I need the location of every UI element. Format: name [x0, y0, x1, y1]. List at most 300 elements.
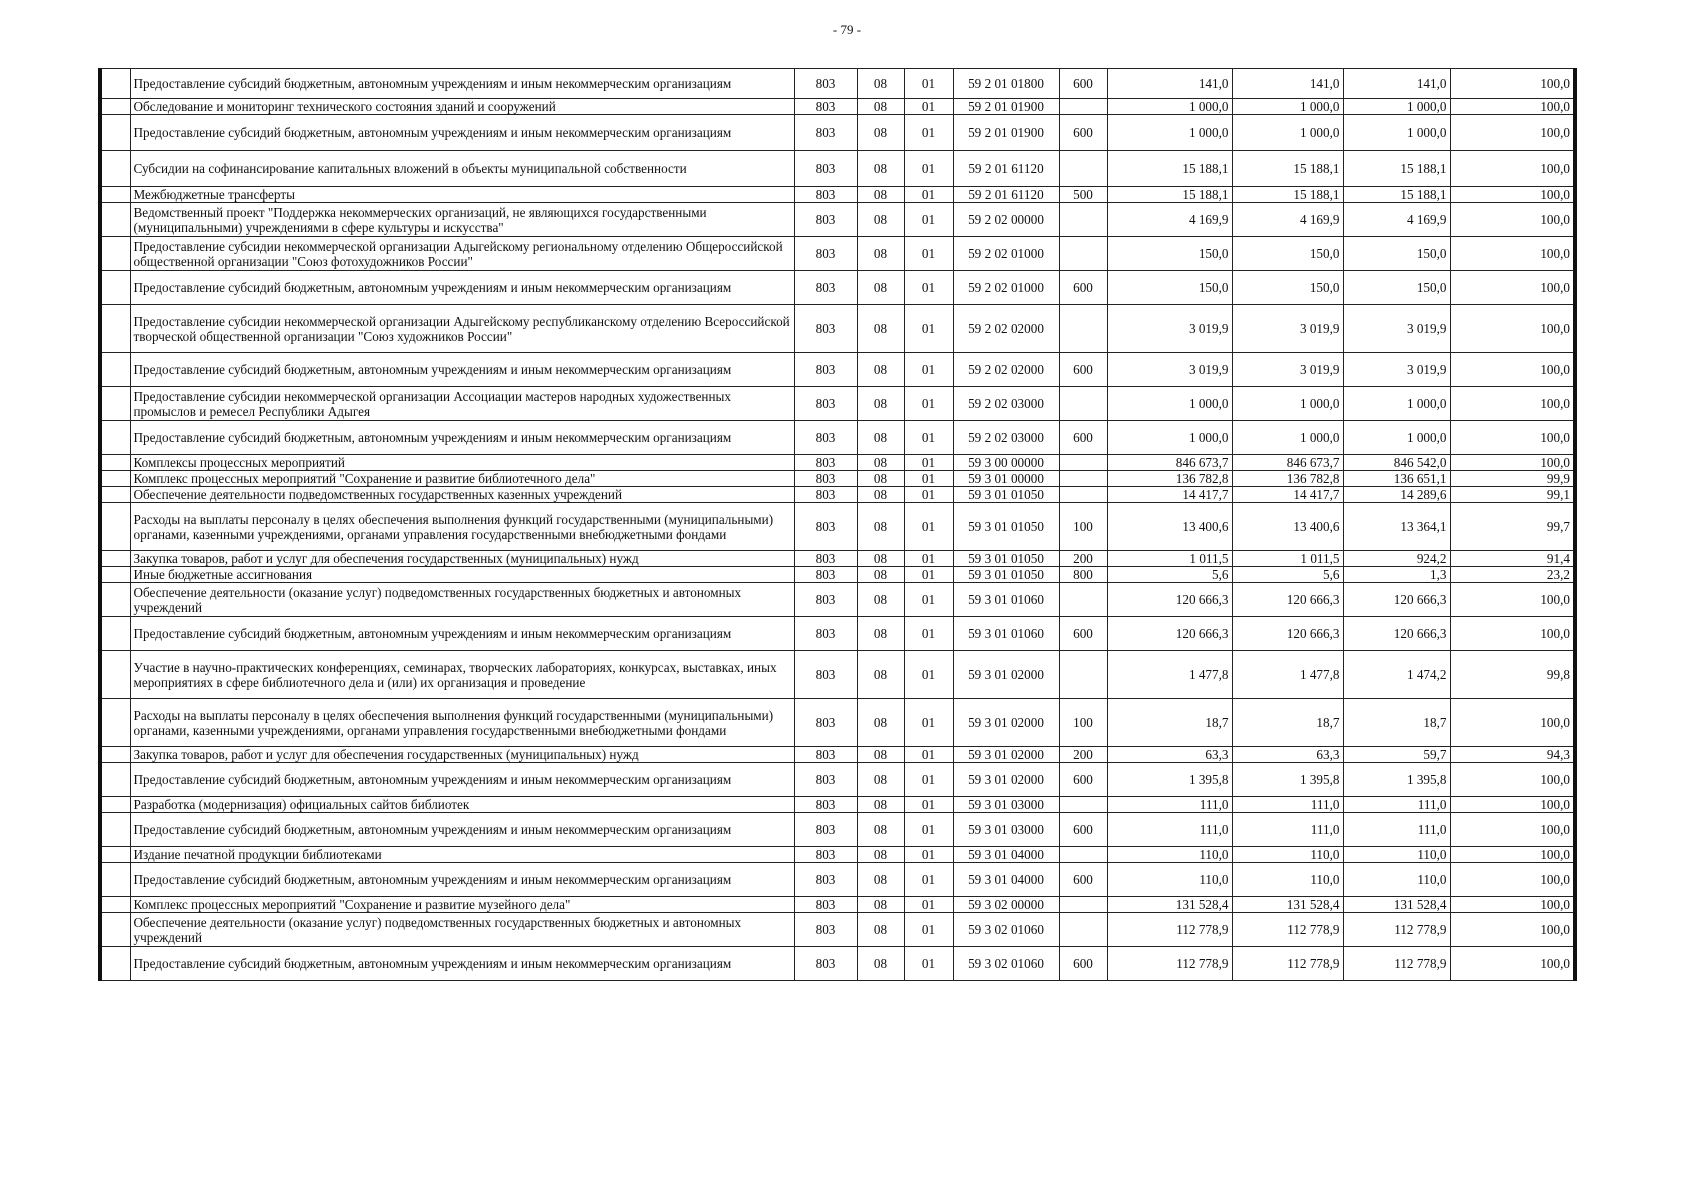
- execution-percent-cell: 100,0: [1450, 69, 1575, 99]
- refined-amount-cell: 1 477,8: [1232, 651, 1343, 699]
- subsection-code-cell: 01: [904, 913, 953, 947]
- section-code-cell: 08: [857, 617, 904, 651]
- row-margin-cell: [100, 237, 130, 271]
- subsection-code-cell: 01: [904, 487, 953, 503]
- section-code-cell: 08: [857, 503, 904, 551]
- subsection-code-cell: 01: [904, 471, 953, 487]
- table-row: [100, 387, 1575, 421]
- execution-percent-cell: 100,0: [1450, 763, 1575, 797]
- refined-amount-cell: 3 019,9: [1232, 353, 1343, 387]
- subsection-code-cell: 01: [904, 115, 953, 151]
- item-name-cell: Предоставление субсидий бюджетным, автономным учреждениям и иным некоммерческим организациям: [130, 947, 794, 981]
- execution-percent-cell: 100,0: [1450, 99, 1575, 115]
- table-row: [100, 847, 1575, 863]
- refined-amount-cell: 141,0: [1232, 69, 1343, 99]
- grbs-code-cell: 803: [794, 353, 857, 387]
- table-row: [100, 203, 1575, 237]
- expense-type-cell: [1059, 237, 1107, 271]
- refined-amount-cell: 131 528,4: [1232, 897, 1343, 913]
- refined-amount-cell: 110,0: [1232, 863, 1343, 897]
- expense-type-cell: 800: [1059, 567, 1107, 583]
- section-code-cell: 08: [857, 699, 904, 747]
- execution-percent-cell: 100,0: [1450, 455, 1575, 471]
- section-code-cell: 08: [857, 797, 904, 813]
- item-name-cell: Издание печатной продукции библиотеками: [130, 847, 794, 863]
- subsection-code-cell: 01: [904, 813, 953, 847]
- target-article-cell: 59 3 01 04000: [953, 863, 1059, 897]
- approved-amount-cell: 1 477,8: [1107, 651, 1232, 699]
- executed-amount-cell: 1 000,0: [1343, 421, 1450, 455]
- section-code-cell: 08: [857, 863, 904, 897]
- refined-amount-cell: 846 673,7: [1232, 455, 1343, 471]
- executed-amount-cell: 111,0: [1343, 813, 1450, 847]
- table-row: [100, 471, 1575, 487]
- approved-amount-cell: 150,0: [1107, 271, 1232, 305]
- subsection-code-cell: 01: [904, 353, 953, 387]
- row-margin-cell: [100, 897, 130, 913]
- approved-amount-cell: 112 778,9: [1107, 947, 1232, 981]
- item-name-cell: Предоставление субсидий бюджетным, автономным учреждениям и иным некоммерческим организациям: [130, 763, 794, 797]
- section-code-cell: 08: [857, 913, 904, 947]
- approved-amount-cell: 846 673,7: [1107, 455, 1232, 471]
- section-code-cell: 08: [857, 487, 904, 503]
- executed-amount-cell: 150,0: [1343, 271, 1450, 305]
- grbs-code-cell: 803: [794, 863, 857, 897]
- target-article-cell: 59 2 02 01000: [953, 237, 1059, 271]
- expense-type-cell: [1059, 797, 1107, 813]
- executed-amount-cell: 3 019,9: [1343, 353, 1450, 387]
- approved-amount-cell: 63,3: [1107, 747, 1232, 763]
- executed-amount-cell: 1 395,8: [1343, 763, 1450, 797]
- executed-amount-cell: 141,0: [1343, 69, 1450, 99]
- refined-amount-cell: 1 000,0: [1232, 115, 1343, 151]
- row-margin-cell: [100, 421, 130, 455]
- grbs-code-cell: 803: [794, 69, 857, 99]
- approved-amount-cell: 1 000,0: [1107, 421, 1232, 455]
- table-row: [100, 115, 1575, 151]
- row-margin-cell: [100, 763, 130, 797]
- execution-percent-cell: 100,0: [1450, 353, 1575, 387]
- item-name-cell: Предоставление субсидий бюджетным, автономным учреждениям и иным некоммерческим организациям: [130, 353, 794, 387]
- table-row: [100, 237, 1575, 271]
- item-name-cell: Обследование и мониторинг технического состояния зданий и сооружений: [130, 99, 794, 115]
- row-margin-cell: [100, 847, 130, 863]
- executed-amount-cell: 14 289,6: [1343, 487, 1450, 503]
- row-margin-cell: [100, 503, 130, 551]
- executed-amount-cell: 120 666,3: [1343, 583, 1450, 617]
- target-article-cell: 59 3 01 02000: [953, 651, 1059, 699]
- item-name-cell: Обеспечение деятельности (оказание услуг) подведомственных государственных бюджетных и автономных учреждений: [130, 913, 794, 947]
- target-article-cell: 59 2 02 02000: [953, 305, 1059, 353]
- approved-amount-cell: 112 778,9: [1107, 913, 1232, 947]
- subsection-code-cell: 01: [904, 69, 953, 99]
- expense-type-cell: 600: [1059, 69, 1107, 99]
- approved-amount-cell: 136 782,8: [1107, 471, 1232, 487]
- target-article-cell: 59 3 01 01060: [953, 617, 1059, 651]
- grbs-code-cell: 803: [794, 421, 857, 455]
- subsection-code-cell: 01: [904, 797, 953, 813]
- approved-amount-cell: 131 528,4: [1107, 897, 1232, 913]
- item-name-cell: Предоставление субсидий бюджетным, автономным учреждениям и иным некоммерческим организациям: [130, 863, 794, 897]
- subsection-code-cell: 01: [904, 863, 953, 897]
- executed-amount-cell: 111,0: [1343, 797, 1450, 813]
- expense-type-cell: [1059, 471, 1107, 487]
- refined-amount-cell: 1 000,0: [1232, 387, 1343, 421]
- table-row: [100, 699, 1575, 747]
- table-row: [100, 421, 1575, 455]
- item-name-cell: Расходы на выплаты персоналу в целях обеспечения выполнения функций государственными (муниципальными) органами, казенными учреждениями, органами управления государственными внебюджетными фондами: [130, 699, 794, 747]
- table-row: [100, 813, 1575, 847]
- table-row: [100, 305, 1575, 353]
- row-margin-cell: [100, 187, 130, 203]
- subsection-code-cell: 01: [904, 421, 953, 455]
- section-code-cell: 08: [857, 187, 904, 203]
- refined-amount-cell: 111,0: [1232, 797, 1343, 813]
- refined-amount-cell: 14 417,7: [1232, 487, 1343, 503]
- executed-amount-cell: 110,0: [1343, 863, 1450, 897]
- execution-percent-cell: 99,1: [1450, 487, 1575, 503]
- target-article-cell: 59 3 02 00000: [953, 897, 1059, 913]
- target-article-cell: 59 3 01 01050: [953, 487, 1059, 503]
- approved-amount-cell: 4 169,9: [1107, 203, 1232, 237]
- table-row: [100, 617, 1575, 651]
- item-name-cell: Предоставление субсидий бюджетным, автономным учреждениям и иным некоммерческим организациям: [130, 617, 794, 651]
- grbs-code-cell: 803: [794, 747, 857, 763]
- approved-amount-cell: 111,0: [1107, 797, 1232, 813]
- expense-type-cell: 500: [1059, 187, 1107, 203]
- executed-amount-cell: 112 778,9: [1343, 913, 1450, 947]
- approved-amount-cell: 1 011,5: [1107, 551, 1232, 567]
- approved-amount-cell: 150,0: [1107, 237, 1232, 271]
- target-article-cell: 59 3 01 01050: [953, 567, 1059, 583]
- section-code-cell: 08: [857, 271, 904, 305]
- section-code-cell: 08: [857, 763, 904, 797]
- execution-percent-cell: 100,0: [1450, 863, 1575, 897]
- target-article-cell: 59 3 01 02000: [953, 747, 1059, 763]
- grbs-code-cell: 803: [794, 237, 857, 271]
- grbs-code-cell: 803: [794, 551, 857, 567]
- grbs-code-cell: 803: [794, 913, 857, 947]
- grbs-code-cell: 803: [794, 471, 857, 487]
- execution-percent-cell: 100,0: [1450, 271, 1575, 305]
- table-row: [100, 897, 1575, 913]
- expense-type-cell: 600: [1059, 617, 1107, 651]
- execution-percent-cell: 91,4: [1450, 551, 1575, 567]
- execution-percent-cell: 100,0: [1450, 203, 1575, 237]
- budget-table: [98, 68, 1577, 981]
- row-margin-cell: [100, 471, 130, 487]
- refined-amount-cell: 150,0: [1232, 237, 1343, 271]
- target-article-cell: 59 2 02 01000: [953, 271, 1059, 305]
- item-name-cell: Иные бюджетные ассигнования: [130, 567, 794, 583]
- expense-type-cell: 100: [1059, 699, 1107, 747]
- table-row: [100, 69, 1575, 99]
- execution-percent-cell: 100,0: [1450, 187, 1575, 203]
- subsection-code-cell: 01: [904, 151, 953, 187]
- target-article-cell: 59 3 01 04000: [953, 847, 1059, 863]
- refined-amount-cell: 136 782,8: [1232, 471, 1343, 487]
- page-number: - 79 -: [832, 22, 862, 37]
- table-row: [100, 271, 1575, 305]
- row-margin-cell: [100, 617, 130, 651]
- target-article-cell: 59 3 01 02000: [953, 763, 1059, 797]
- target-article-cell: 59 3 01 00000: [953, 471, 1059, 487]
- grbs-code-cell: 803: [794, 797, 857, 813]
- subsection-code-cell: 01: [904, 305, 953, 353]
- executed-amount-cell: 15 188,1: [1343, 151, 1450, 187]
- refined-amount-cell: 120 666,3: [1232, 617, 1343, 651]
- row-margin-cell: [100, 69, 130, 99]
- table-body: [100, 69, 1575, 981]
- refined-amount-cell: 111,0: [1232, 813, 1343, 847]
- table-row: [100, 99, 1575, 115]
- grbs-code-cell: 803: [794, 99, 857, 115]
- subsection-code-cell: 01: [904, 237, 953, 271]
- target-article-cell: 59 3 01 02000: [953, 699, 1059, 747]
- expense-type-cell: 600: [1059, 115, 1107, 151]
- approved-amount-cell: 1 395,8: [1107, 763, 1232, 797]
- item-name-cell: Предоставление субсидии некоммерческой организации Адыгейскому республиканскому отделению Всероссийской творческой общественной организации "Союз художников России": [130, 305, 794, 353]
- subsection-code-cell: 01: [904, 271, 953, 305]
- execution-percent-cell: 23,2: [1450, 567, 1575, 583]
- refined-amount-cell: 1 395,8: [1232, 763, 1343, 797]
- subsection-code-cell: 01: [904, 387, 953, 421]
- item-name-cell: Межбюджетные трансферты: [130, 187, 794, 203]
- grbs-code-cell: 803: [794, 813, 857, 847]
- section-code-cell: 08: [857, 567, 904, 583]
- executed-amount-cell: 4 169,9: [1343, 203, 1450, 237]
- target-article-cell: 59 2 01 01800: [953, 69, 1059, 99]
- subsection-code-cell: 01: [904, 99, 953, 115]
- approved-amount-cell: 13 400,6: [1107, 503, 1232, 551]
- row-margin-cell: [100, 487, 130, 503]
- refined-amount-cell: 63,3: [1232, 747, 1343, 763]
- target-article-cell: 59 3 01 01050: [953, 503, 1059, 551]
- subsection-code-cell: 01: [904, 763, 953, 797]
- refined-amount-cell: 4 169,9: [1232, 203, 1343, 237]
- section-code-cell: 08: [857, 471, 904, 487]
- target-article-cell: 59 3 02 01060: [953, 913, 1059, 947]
- refined-amount-cell: 18,7: [1232, 699, 1343, 747]
- table-row: [100, 487, 1575, 503]
- item-name-cell: Комплексы процессных мероприятий: [130, 455, 794, 471]
- table-row: [100, 747, 1575, 763]
- executed-amount-cell: 112 778,9: [1343, 947, 1450, 981]
- item-name-cell: Предоставление субсидий бюджетным, автономным учреждениям и иным некоммерческим организациям: [130, 271, 794, 305]
- target-article-cell: 59 2 01 61120: [953, 187, 1059, 203]
- expense-type-cell: 600: [1059, 863, 1107, 897]
- table-row: [100, 353, 1575, 387]
- section-code-cell: 08: [857, 305, 904, 353]
- approved-amount-cell: 18,7: [1107, 699, 1232, 747]
- execution-percent-cell: 100,0: [1450, 583, 1575, 617]
- approved-amount-cell: 15 188,1: [1107, 187, 1232, 203]
- row-margin-cell: [100, 305, 130, 353]
- target-article-cell: 59 2 02 02000: [953, 353, 1059, 387]
- table-row: [100, 151, 1575, 187]
- row-margin-cell: [100, 203, 130, 237]
- subsection-code-cell: 01: [904, 551, 953, 567]
- execution-percent-cell: 99,8: [1450, 651, 1575, 699]
- execution-percent-cell: 100,0: [1450, 421, 1575, 455]
- item-name-cell: Субсидии на софинансирование капитальных вложений в объекты муниципальной собственности: [130, 151, 794, 187]
- section-code-cell: 08: [857, 421, 904, 455]
- grbs-code-cell: 803: [794, 455, 857, 471]
- refined-amount-cell: 1 011,5: [1232, 551, 1343, 567]
- expense-type-cell: [1059, 455, 1107, 471]
- approved-amount-cell: 120 666,3: [1107, 583, 1232, 617]
- execution-percent-cell: 100,0: [1450, 699, 1575, 747]
- item-name-cell: Закупка товаров, работ и услуг для обеспечения государственных (муниципальных) нужд: [130, 551, 794, 567]
- grbs-code-cell: 803: [794, 151, 857, 187]
- expense-type-cell: 600: [1059, 421, 1107, 455]
- refined-amount-cell: 110,0: [1232, 847, 1343, 863]
- execution-percent-cell: 100,0: [1450, 151, 1575, 187]
- subsection-code-cell: 01: [904, 897, 953, 913]
- item-name-cell: Предоставление субсидий бюджетным, автономным учреждениям и иным некоммерческим организациям: [130, 813, 794, 847]
- approved-amount-cell: 111,0: [1107, 813, 1232, 847]
- subsection-code-cell: 01: [904, 187, 953, 203]
- row-margin-cell: [100, 271, 130, 305]
- approved-amount-cell: 3 019,9: [1107, 353, 1232, 387]
- target-article-cell: 59 2 02 03000: [953, 387, 1059, 421]
- subsection-code-cell: 01: [904, 503, 953, 551]
- section-code-cell: 08: [857, 551, 904, 567]
- row-margin-cell: [100, 583, 130, 617]
- row-margin-cell: [100, 747, 130, 763]
- subsection-code-cell: 01: [904, 203, 953, 237]
- executed-amount-cell: 15 188,1: [1343, 187, 1450, 203]
- approved-amount-cell: 15 188,1: [1107, 151, 1232, 187]
- expense-type-cell: [1059, 583, 1107, 617]
- table-row: [100, 187, 1575, 203]
- target-article-cell: 59 2 01 01900: [953, 115, 1059, 151]
- section-code-cell: 08: [857, 651, 904, 699]
- approved-amount-cell: 1 000,0: [1107, 387, 1232, 421]
- execution-percent-cell: 100,0: [1450, 617, 1575, 651]
- refined-amount-cell: 15 188,1: [1232, 151, 1343, 187]
- table-row: [100, 583, 1575, 617]
- execution-percent-cell: 100,0: [1450, 897, 1575, 913]
- approved-amount-cell: 110,0: [1107, 863, 1232, 897]
- expense-type-cell: [1059, 897, 1107, 913]
- expense-type-cell: [1059, 387, 1107, 421]
- grbs-code-cell: 803: [794, 305, 857, 353]
- section-code-cell: 08: [857, 99, 904, 115]
- table-row: [100, 455, 1575, 471]
- subsection-code-cell: 01: [904, 583, 953, 617]
- execution-percent-cell: 100,0: [1450, 947, 1575, 981]
- table-row: [100, 763, 1575, 797]
- table-row: [100, 503, 1575, 551]
- item-name-cell: Предоставление субсидий бюджетным, автономным учреждениям и иным некоммерческим организациям: [130, 421, 794, 455]
- execution-percent-cell: 100,0: [1450, 797, 1575, 813]
- expense-type-cell: 600: [1059, 353, 1107, 387]
- executed-amount-cell: 846 542,0: [1343, 455, 1450, 471]
- grbs-code-cell: 803: [794, 187, 857, 203]
- table-row: [100, 863, 1575, 897]
- expense-type-cell: 600: [1059, 271, 1107, 305]
- executed-amount-cell: 131 528,4: [1343, 897, 1450, 913]
- executed-amount-cell: 1,3: [1343, 567, 1450, 583]
- approved-amount-cell: 1 000,0: [1107, 99, 1232, 115]
- grbs-code-cell: 803: [794, 115, 857, 151]
- target-article-cell: 59 2 02 00000: [953, 203, 1059, 237]
- executed-amount-cell: 13 364,1: [1343, 503, 1450, 551]
- row-margin-cell: [100, 797, 130, 813]
- executed-amount-cell: 924,2: [1343, 551, 1450, 567]
- refined-amount-cell: 3 019,9: [1232, 305, 1343, 353]
- item-name-cell: Ведомственный проект "Поддержка некоммерческих организаций, не являющихся государственными (муниципальными) учреждениями в сфере культуры и искусства": [130, 203, 794, 237]
- execution-percent-cell: 100,0: [1450, 847, 1575, 863]
- executed-amount-cell: 110,0: [1343, 847, 1450, 863]
- grbs-code-cell: 803: [794, 651, 857, 699]
- subsection-code-cell: 01: [904, 847, 953, 863]
- refined-amount-cell: 1 000,0: [1232, 99, 1343, 115]
- target-article-cell: 59 3 00 00000: [953, 455, 1059, 471]
- item-name-cell: Предоставление субсидий бюджетным, автономным учреждениям и иным некоммерческим организациям: [130, 115, 794, 151]
- item-name-cell: Участие в научно-практических конференциях, семинарах, творческих лабораториях, конкурсах, выставках, иных мероприятиях в сфере библиотечного дела и (или) их организация и проведение: [130, 651, 794, 699]
- section-code-cell: 08: [857, 897, 904, 913]
- refined-amount-cell: 150,0: [1232, 271, 1343, 305]
- executed-amount-cell: 150,0: [1343, 237, 1450, 271]
- executed-amount-cell: 120 666,3: [1343, 617, 1450, 651]
- grbs-code-cell: 803: [794, 567, 857, 583]
- row-margin-cell: [100, 913, 130, 947]
- expense-type-cell: [1059, 651, 1107, 699]
- grbs-code-cell: 803: [794, 583, 857, 617]
- row-margin-cell: [100, 99, 130, 115]
- grbs-code-cell: 803: [794, 947, 857, 981]
- execution-percent-cell: 100,0: [1450, 115, 1575, 151]
- grbs-code-cell: 803: [794, 847, 857, 863]
- refined-amount-cell: 112 778,9: [1232, 947, 1343, 981]
- table-row: [100, 797, 1575, 813]
- expense-type-cell: [1059, 99, 1107, 115]
- subsection-code-cell: 01: [904, 455, 953, 471]
- item-name-cell: Разработка (модернизация) официальных сайтов библиотек: [130, 797, 794, 813]
- approved-amount-cell: 120 666,3: [1107, 617, 1232, 651]
- item-name-cell: Закупка товаров, работ и услуг для обеспечения государственных (муниципальных) нужд: [130, 747, 794, 763]
- section-code-cell: 08: [857, 151, 904, 187]
- section-code-cell: 08: [857, 237, 904, 271]
- table-row: [100, 913, 1575, 947]
- expense-type-cell: 100: [1059, 503, 1107, 551]
- target-article-cell: 59 2 01 01900: [953, 99, 1059, 115]
- expense-type-cell: 200: [1059, 747, 1107, 763]
- item-name-cell: Обеспечение деятельности (оказание услуг) подведомственных государственных бюджетных и автономных учреждений: [130, 583, 794, 617]
- row-margin-cell: [100, 551, 130, 567]
- execution-percent-cell: 100,0: [1450, 813, 1575, 847]
- item-name-cell: Предоставление субсидий бюджетным, автономным учреждениям и иным некоммерческим организациям: [130, 69, 794, 99]
- grbs-code-cell: 803: [794, 617, 857, 651]
- row-margin-cell: [100, 699, 130, 747]
- execution-percent-cell: 100,0: [1450, 305, 1575, 353]
- table-row: [100, 651, 1575, 699]
- expense-type-cell: [1059, 203, 1107, 237]
- approved-amount-cell: 14 417,7: [1107, 487, 1232, 503]
- executed-amount-cell: 1 000,0: [1343, 387, 1450, 421]
- table-row: [100, 947, 1575, 981]
- refined-amount-cell: 15 188,1: [1232, 187, 1343, 203]
- grbs-code-cell: 803: [794, 503, 857, 551]
- section-code-cell: 08: [857, 69, 904, 99]
- target-article-cell: 59 3 01 01050: [953, 551, 1059, 567]
- subsection-code-cell: 01: [904, 567, 953, 583]
- grbs-code-cell: 803: [794, 699, 857, 747]
- row-margin-cell: [100, 115, 130, 151]
- refined-amount-cell: 5,6: [1232, 567, 1343, 583]
